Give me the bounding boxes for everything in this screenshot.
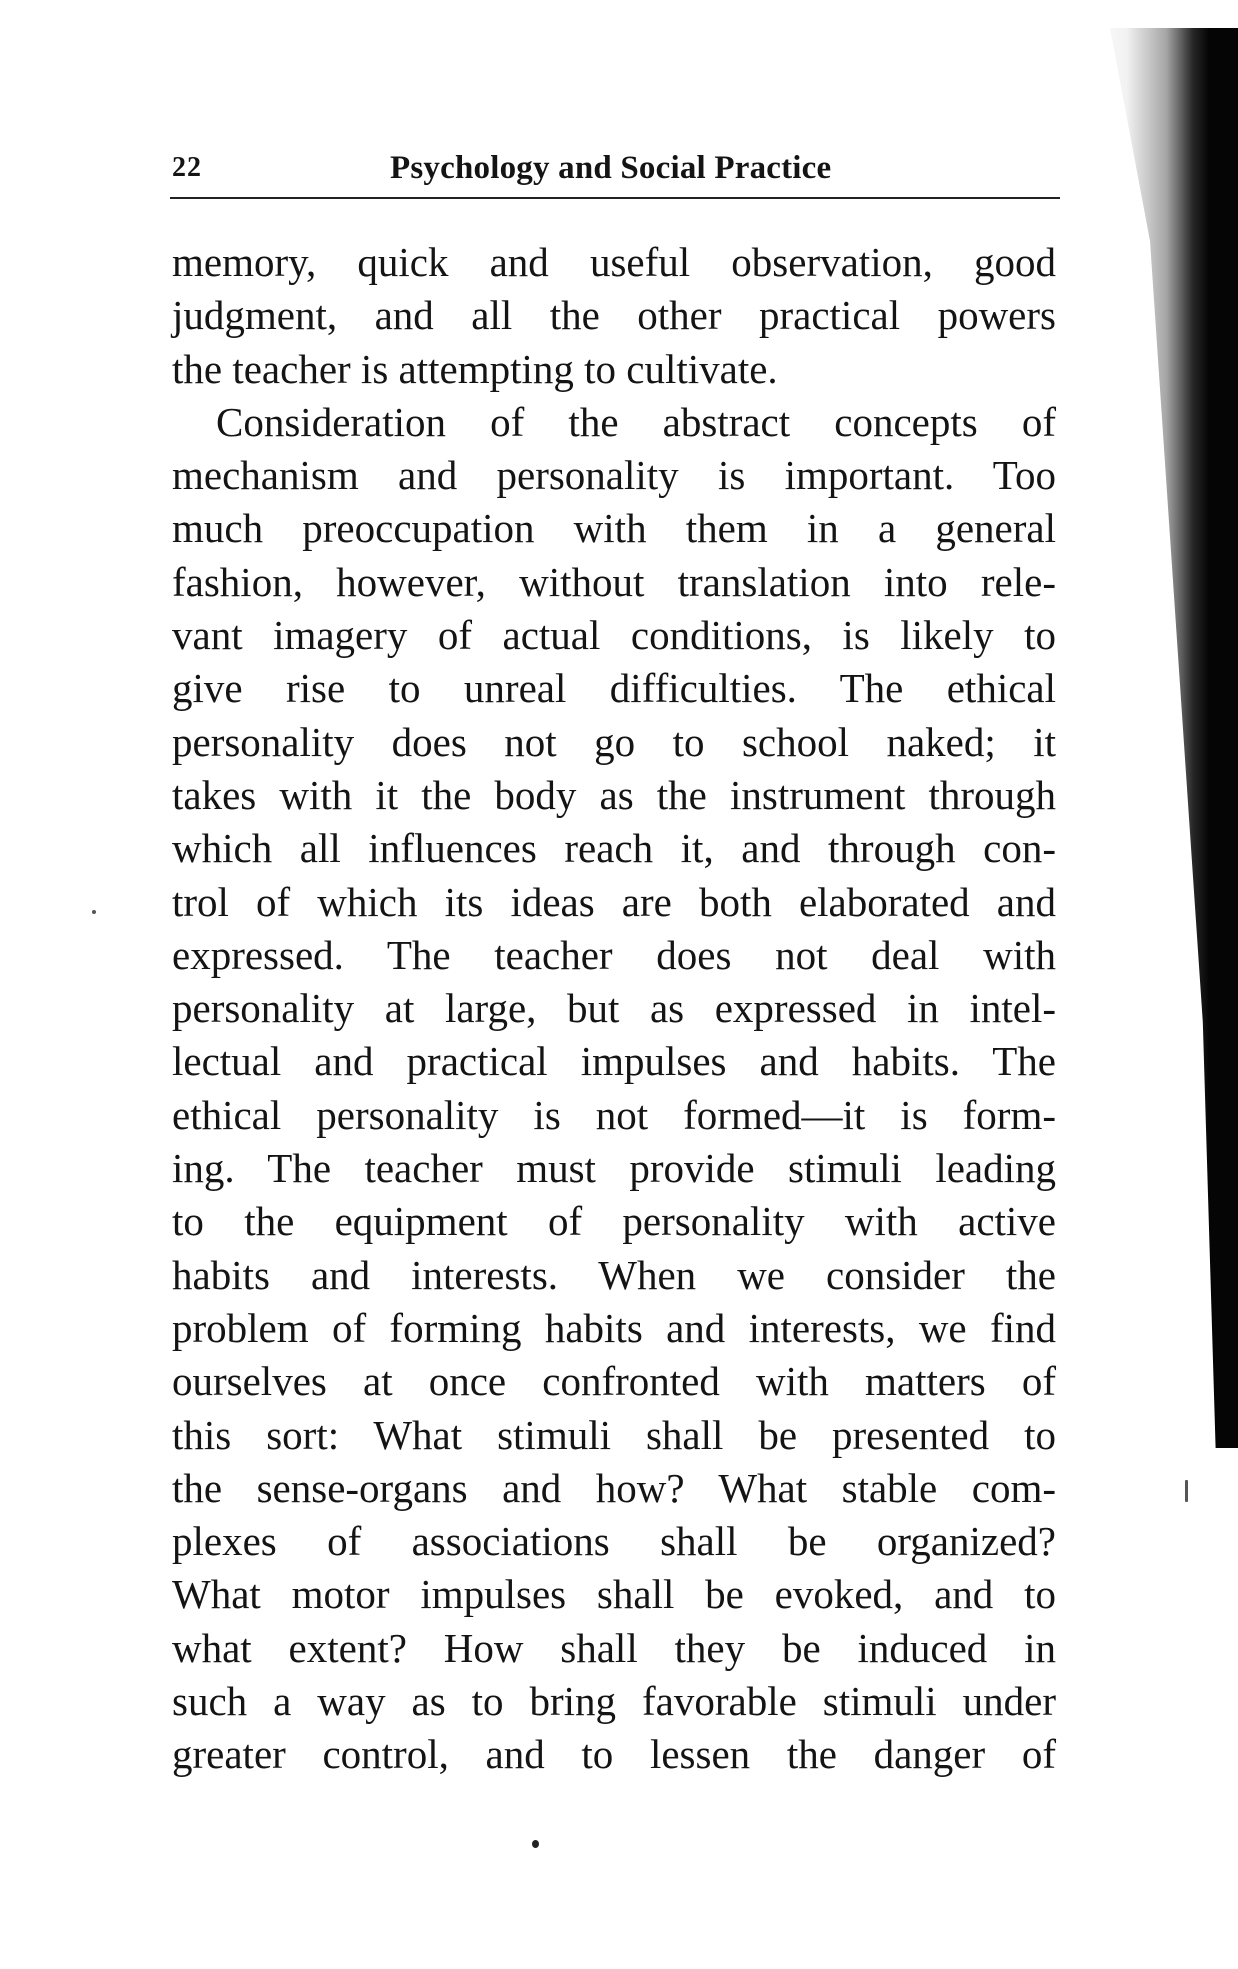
scan-speck — [92, 910, 96, 914]
text-line: what extent? How shall they be induced in — [172, 1624, 1056, 1671]
text-line: vant imagery of actual conditions, is likely to — [172, 612, 1056, 659]
text-line: which all influences reach it, and through con- — [172, 825, 1056, 872]
text-line: takes with it the body as the instrument through — [172, 771, 1056, 818]
gutter-shadow-band — [1078, 28, 1238, 1448]
paragraph-start-line: Consideration of the abstract concepts of — [216, 398, 1056, 445]
binding-gutter-shadow — [1078, 28, 1238, 1448]
scan-speck — [1185, 1480, 1188, 1502]
text-line: What motor impulses shall be evoked, and to — [172, 1571, 1056, 1618]
text-line: problem of forming habits and interests, we find — [172, 1304, 1056, 1351]
text-line: personality does not go to school naked; it — [172, 718, 1056, 765]
text-line: the teacher is attempting to cultivate. — [172, 345, 778, 392]
text-line: ethical personality is not formed—it is form- — [172, 1091, 1056, 1138]
folio-mark — [532, 1840, 539, 1848]
text-line: plexes of associations shall be organized? — [172, 1518, 1056, 1565]
text-line: fashion, however, without translation into rele- — [172, 558, 1056, 605]
body-text — [172, 236, 1056, 1782]
header-rule — [170, 197, 1060, 199]
running-title: Psychology and Social Practice — [390, 150, 832, 186]
text-line: memory, quick and useful observation, good — [172, 239, 1056, 285]
text-line: greater control, and to lessen the danger of — [172, 1731, 1056, 1778]
running-header — [170, 150, 1060, 190]
text-line: ing. The teacher must provide stimuli leading — [172, 1145, 1056, 1192]
page-number: 22 — [172, 152, 202, 183]
text-line: judgment, and all the other practical powers — [172, 292, 1056, 339]
text-line: such a way as to bring favorable stimuli under — [172, 1678, 1056, 1725]
text-line: personality at large, but as expressed in intel- — [172, 985, 1056, 1032]
text-line: this sort: What stimuli shall be presented to — [172, 1411, 1056, 1458]
text-line: ourselves at once confronted with matters of — [172, 1358, 1056, 1405]
text-line: mechanism and personality is important. Too — [172, 452, 1056, 499]
text-line: expressed. The teacher does not deal with — [172, 931, 1056, 978]
text-line: habits and interests. When we consider the — [172, 1251, 1056, 1298]
text-line: trol of which its ideas are both elaborated and — [172, 878, 1056, 925]
text-line: much preoccupation with them in a general — [172, 505, 1056, 552]
text-line: give rise to unreal difficulties. The ethical — [172, 665, 1056, 712]
text-line: to the equipment of personality with active — [172, 1198, 1056, 1245]
text-line: lectual and practical impulses and habits. The — [172, 1038, 1056, 1085]
text-line: the sense-organs and how? What stable com- — [172, 1464, 1056, 1511]
